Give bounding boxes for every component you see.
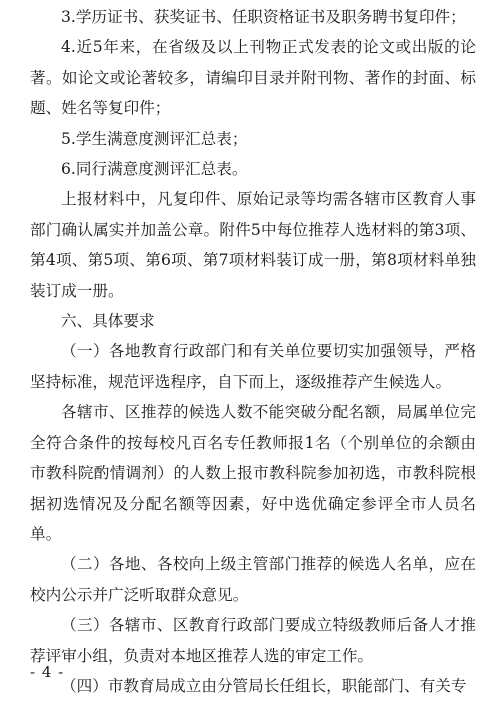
requirement-3: （三）各辖市、区教育行政部门要成立特级教师后备人才推荐评审小组，负责对本地区推荐人选的审定工作。 bbox=[30, 616, 476, 665]
materials-paragraph: 上报材料中，凡复印件、原始记录等均需各辖市区教育人事部门确认属实并加盖公章。附件5中每位推荐人选材料的第3项、第4项、第5项、第6项、第7项材料装订成一册，第8项材料单独装订成一册。 bbox=[30, 190, 476, 300]
list-item-5: 5.学生满意度测评汇总表； bbox=[61, 129, 248, 148]
requirement-1: （一）各地教育行政部门和有关单位要切实加强领导，严格坚持标准，规范评选程序，自下而上，逐级推荐产生候选人。 bbox=[30, 342, 476, 391]
quota-paragraph: 各辖市、区推荐的候选人数不能突破分配名额，局属单位完全符合条件的按每校凡百名专任教师报1名（个别单位的余额由市教科院酌情调剂）的人数上报市教科院参加初选，市教科院根据初选情况及分配名额等因素，好中选优确定参评全市人员名单。 bbox=[30, 403, 476, 543]
list-item-3: 3.学历证书、获奖证书、任职资格证书及职务聘书复印件； bbox=[61, 8, 466, 26]
requirement-4: （四）市教育局成立由分管局长任组长，职能部门、有关专 bbox=[61, 676, 467, 695]
body-text bbox=[30, 2, 476, 701]
section-heading-6: 六、具体要求 bbox=[61, 312, 155, 331]
list-item-4: 4.近5年来，在省级及以上刊物正式发表的论文或出版的论著。如论文或论著较多，请编印目录并附刊物、著作的封面、标题、姓名等复印件； bbox=[30, 38, 476, 118]
page-number: - 4 - bbox=[30, 663, 65, 681]
list-item-6: 6.同行满意度测评汇总表。 bbox=[61, 160, 248, 179]
requirement-2: （二）各地、各校向上级主管部门推荐的候选人名单，应在校内公示并广泛听取群众意见。 bbox=[30, 555, 476, 604]
